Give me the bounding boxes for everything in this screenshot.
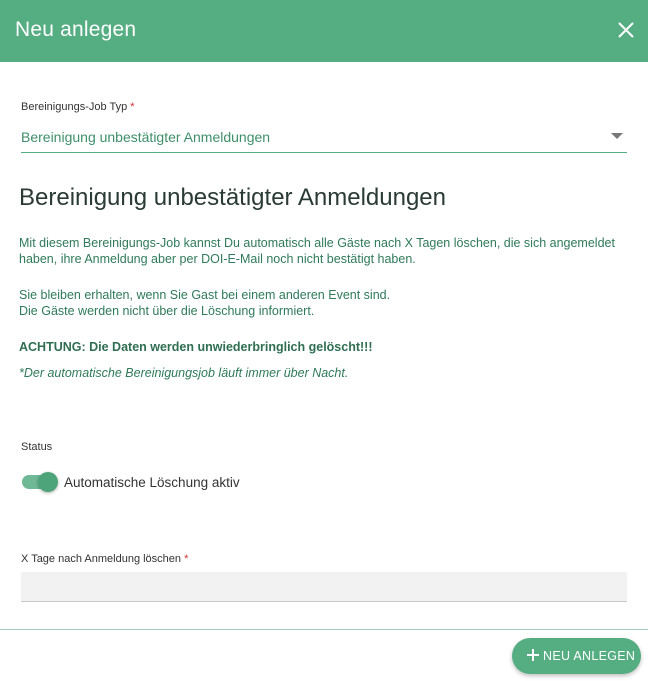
- required-mark: *: [184, 553, 189, 565]
- auto-delete-toggle[interactable]: [22, 474, 56, 490]
- retention-paragraph: Sie bleiben erhalten, wenn Sie Gast bei einem anderen Event sind. Die Gäste werden nicht über die Löschung informiert.: [19, 288, 391, 318]
- footer-divider: [0, 629, 648, 630]
- warning-text: ACHTUNG: Die Daten werden unwiederbringlich gelöscht!!!: [19, 340, 373, 354]
- create-button-label: NEU ANLEGEN: [543, 649, 636, 663]
- days-input[interactable]: [21, 572, 627, 602]
- dialog-title: Neu anlegen: [15, 18, 137, 41]
- dialog-header: [0, 0, 648, 62]
- job-type-select[interactable]: [21, 124, 627, 153]
- section-heading: Bereinigung unbestätigter Anmeldungen: [19, 184, 446, 211]
- plus-icon: [527, 649, 539, 661]
- days-field-label: [21, 552, 188, 566]
- create-button[interactable]: [512, 638, 641, 674]
- auto-delete-toggle-label: Automatische Löschung aktiv: [64, 475, 240, 490]
- required-mark: *: [130, 101, 135, 113]
- close-button[interactable]: [616, 20, 636, 40]
- job-type-label-text: Bereinigungs-Job Typ: [21, 101, 128, 113]
- job-type-selected-value: Bereinigung unbestätigter Anmeldungen: [21, 129, 271, 145]
- days-field-label-text: X Tage nach Anmeldung löschen: [21, 553, 182, 565]
- job-type-label: [21, 100, 135, 114]
- dropdown-arrow-icon: [611, 133, 623, 139]
- schedule-note: *Der automatische Bereinigungsjob läuft immer über Nacht.: [19, 366, 349, 380]
- toggle-thumb: [38, 472, 58, 492]
- status-label: Status: [21, 441, 53, 453]
- description-paragraph: Mit diesem Bereinigungs-Job kannst Du automatisch alle Gäste nach X Tagen löschen, die sich angemeldet haben, ihre Anmeldung aber per DOI-E-Mail noch nicht bestätigt haben.: [19, 236, 615, 266]
- close-icon: [616, 20, 636, 40]
